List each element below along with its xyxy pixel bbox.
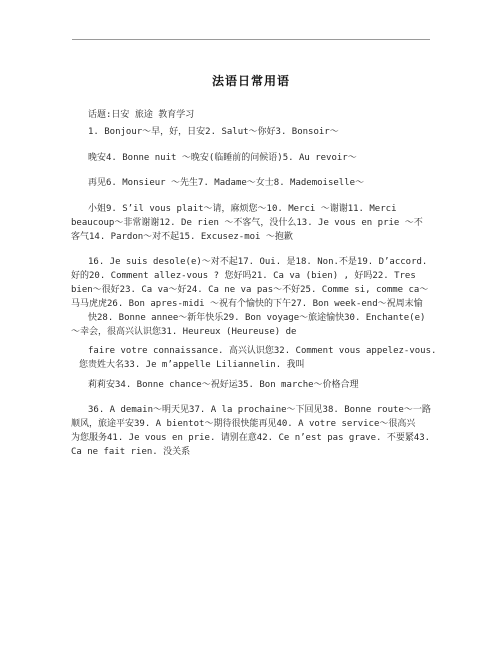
text-line: 马马虎虎26. Bon apres-midi ～祝有个愉快的下午27. Bon week-end～祝周末愉 [71, 299, 423, 309]
text-line: faire votre connaissance. 高兴认识您32. Comment vous appelez-vous. [88, 346, 437, 356]
text-line: 为您服务41. Je vous en prie. 请别在意42. Ce n’est pas grave. 不要紧43. [71, 433, 431, 443]
text-line: ～幸会，很高兴认识您31. Heureux (Heureuse) de [71, 327, 297, 337]
text-line: 小姐9. S’il vous plait～请，麻烦您～10. Merci ～谢谢11. Merci [88, 204, 397, 214]
text-line: 再见6. Monsieur ～先生7. Madame～女士8. Mademoiselle～ [88, 178, 365, 188]
text-line: 36. A demain～明天见37. A la prochaine～下回见38. Bonne route～一路 [88, 405, 431, 415]
text-line: 客气14. Pardon～对不起15. Excusez-moi ～抱歉 [71, 232, 293, 242]
topic-line: 话题:日安 旅途 教育学习 [88, 110, 195, 120]
text-line: 晚安4. Bonne nuit ～晚安(临睡前的问候语)5. Au revoir～ [88, 153, 357, 163]
text-line: 好的20. Comment allez-vous ? 您好吗21. Ca va (bien) , 好吗22. Tres [71, 271, 416, 281]
text-line: 您贵姓大名33. Je m’appelle Liliannelin. 我叫 [79, 360, 305, 370]
text-line: 1. Bonjour～早，好，日安2. Salut～你好3. Bonsoir～ [88, 127, 339, 137]
text-line: 莉莉安34. Bonne chance～祝好运35. Bon marche～价格合理 [88, 380, 359, 390]
text-line: beaucoup～非常谢谢12. De rien ～不客气，没什么13. Je vous en prie ～不 [71, 218, 423, 228]
text-line: 16. Je suis desole(e)～对不起17. Oui. 是18. Non.不是19. D’accord. [88, 257, 428, 267]
top-rule [72, 39, 430, 40]
text-line: bien～很好23. Ca va～好24. Ca ne va pas～不好25. Comme si, comme ca～ [71, 285, 429, 295]
text-line: 顺风，旅途平安39. A bientot～期待很快能再见40. A votre service～很高兴 [71, 419, 416, 429]
page-title: 法语日常用语 [211, 74, 290, 88]
text-line: 快28. Bonne annee～新年快乐29. Bon voyage～旅途愉快30. Enchante(e) [88, 313, 426, 323]
text-line: Ca ne fait rien. 没关系 [71, 447, 191, 457]
